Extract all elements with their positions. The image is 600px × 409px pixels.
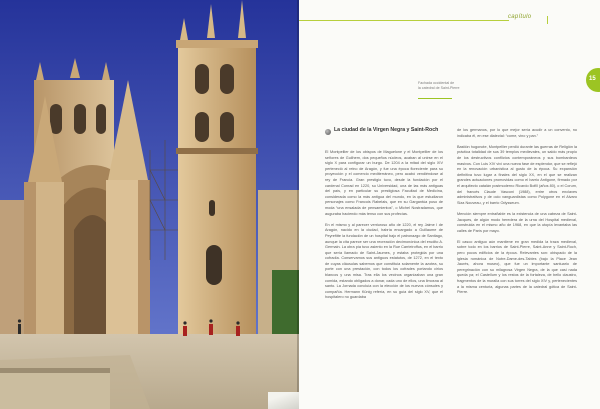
paragraph: El casco antiguo aún mantiene en gran medida la traza medieval, sobre todo en los barrios de Saint-Pierre, Saint-Anne y Saint-Roch, pero pocos edificios de la época. Relevantes son: obispado de la iglesia románica de Notre-Dame-des-Tables (bajo la Place Jean Jaurès, ahora museo), que fue un importante santuario de peregrinación con su milagrosa Virgen Negra, de la que casi nada queda ya; el Castellum y los restos de la fortaleza, de bello claustro, fragmentos de la muralla con sus torres del siglo XIV y, pertenecientes a la misma centuria, algunas partes de la catedral gótica de Saint-Pierre. xyxy=(457,239,577,295)
text-page xyxy=(299,0,600,409)
caption-rule xyxy=(418,98,452,99)
caption-line-1: Fachada occidental de xyxy=(418,81,455,85)
paragraph: En el mismo y al parecer venturoso año de 1220, el rey Jaime I de Aragón, nacido en la ciudad, habría encargado a Guillaume de Peyrefitte la fundación de un hospital bajo el patronazgo de Santiago, aunque la cita parece ser una recreación decimonónica del erudito A. Germain. La obra pía tuvo asiento en la Rue Carrieiroffus, en el barrio que sería llamado de Saint-Jaumes, y estaba protegida por una cofradía. Conservamos sus antiguos estatutos, de 1272, en el texto de cuyas cláusulas sabemos que constituía solamente la azotea, su porte con una prestación, con todos los cofrades portando cirios blancos y una misa. Tras ella los vecinos organizaban una gran comida, estando obligados a donar, cada uno de ellos, una limosna al santo. La Jornada concluía con la elección de los nuevos cónsules y compañía. Hermann Künig refería, en su guía del siglo XV, que el hospitalero no guardaba xyxy=(325,222,443,300)
header-tick xyxy=(547,16,548,24)
chapter-header-label: capítulo xyxy=(505,14,534,20)
paragraph: de los germanos, por lo que mejor sería acudir a un convento, no indicaba él, en ese dialectal: “come, vino y pan.” xyxy=(457,128,577,138)
paragraph: El Montpellier de los obispos de Maguelone y el Montpellier de los señores de Guilhem, dos pequeños núcleos, acaban al unirse en el siglo X para configurar un burgo. De 1204 a la mitad del siglo XIV perteneció al reino de Aragón, y fue una época floreciente para su proyección y el comercio mediterráneo, pero acabó vendiéndose al rey de Francia. Gran prestigio tuvo, desde la fundación por el cardenal Conrad en 1220, su Universidad, una de las más antiguas del país, y en particular su prestigiosa Facultad de Medicina, considerada como la más antigua del mundo, en la que estudiaron personajes como Francois Rabelais, que en su Gargantúa puso de moda “una ensalada de pensamientos”, o Michel Nostradamus, que auguraba haciendo más tenso con sus profecías. xyxy=(325,150,443,216)
photo-caption xyxy=(418,81,478,90)
caption-line-2: la catedral de Saint-Pierre xyxy=(418,85,460,90)
header-rule xyxy=(299,20,509,21)
text-column-left xyxy=(325,150,443,307)
paragraph: Mención siempre entrañable es la existencia de una cabeza de Saint-Jacques, de algún modo heredera de la urna del Hospital medieval, construida en el mismo año de 1968, en que la utopía levantaba las calles de París por mayo. xyxy=(457,211,577,233)
page-curl xyxy=(268,392,299,409)
page-number: 15 xyxy=(589,76,596,82)
page-number-tab xyxy=(586,68,600,92)
globe-bullet-icon xyxy=(325,129,331,135)
text-column-right xyxy=(457,128,577,301)
section-heading xyxy=(325,127,475,137)
cathedral-facade-photo xyxy=(0,0,299,409)
section-heading-text: La ciudad de la Virgen Negra y Saint-Roch xyxy=(334,127,439,133)
paragraph: Bastión hugonote, Montpellier perdió durante las guerras de Religión la práctica totalidad de sus 39 templos medievales, un saldo más propio de los destructivos conflictos contemporáneos y sus bombardeos masivos. Con Luis XIV viví una nueva fase de esplendor, que se reflejó en la renovación urbanística al gusto de la época. Su expansión definitiva tuvo lugar a finales del siglo XX, en el que se realizan grandes actuaciones promovidas como el barrio Antigone, firmado por el arquitecto catalán postmoderno Ricardo Bofill (años 80), o el Corum, del francés Claude Vasconi (1988), entre otros enclaves administrativos y de ocio vanguardistas como Polygone en el Alvaro Siza Nouveau, y el barrio Odysseum. xyxy=(457,144,577,205)
